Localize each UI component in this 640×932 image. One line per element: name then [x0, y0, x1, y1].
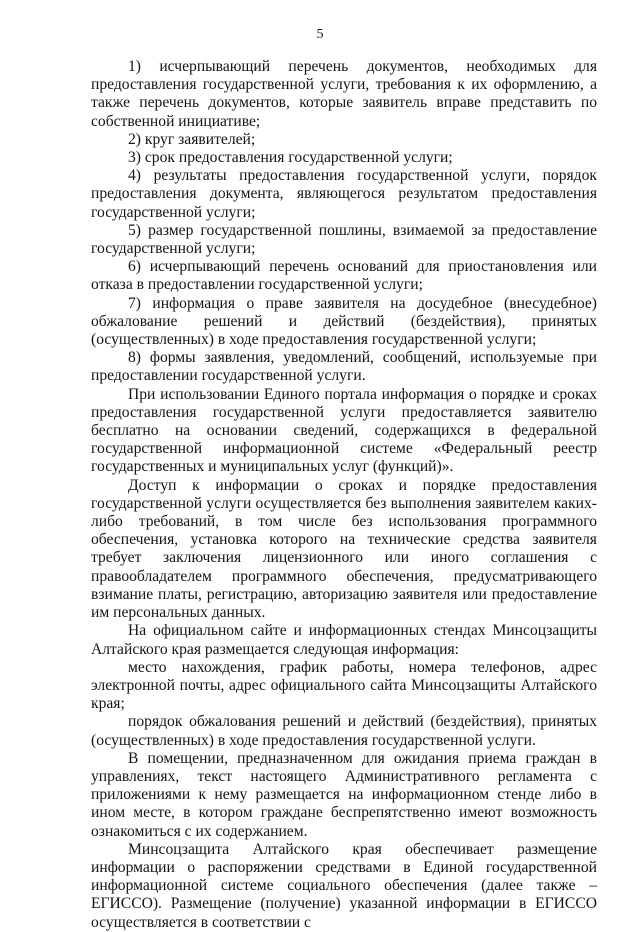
paragraph-5: 5) размер государственной пошлины, взимаемой за предоставление государственной услуги; — [91, 221, 597, 258]
paragraph-11: На официальном сайте и информационных стендах Минсоцзащиты Алтайского края размещается следующая информация: — [91, 622, 597, 658]
paragraph-10: Доступ к информации о сроках и порядке предоставления государственной услуги осуществляется без выполнения заявителем каких-либо требований, в том числе без использования программного обеспечения, установка которого на технические средства заявителя требует заключения лицензионного или иного соглашения с правообладателем программного обеспечения, предусматривающего взимание платы, регистрацию, авторизацию заявителя или предоставление им персональных данных. — [91, 476, 597, 622]
page-number: 5 — [316, 27, 324, 42]
paragraph-6: 6) исчерпывающий перечень оснований для приостановления или отказа в предоставлении государственной услуги; — [91, 258, 597, 294]
paragraph-12: место нахождения, график работы, номера телефонов, адрес электронной почты, адрес официального сайта Минсоцзащиты Алтайского края; — [91, 658, 597, 713]
paragraph-9: При использовании Единого портала информация о порядке и сроках предоставления государственной услуги предоставляется заявителю бесплатно на основании сведений, содержащихся в федеральной государственной информационной системе «Федеральный реестр государственных и муниципальных услуг (функций)». — [91, 385, 597, 476]
paragraph-1: 1) исчерпывающий перечень документов, необходимых для предоставления государственной услуги, требования к их оформлению, а также перечень документов, которые заявитель вправе представить по собственной инициативе; — [91, 58, 597, 130]
paragraph-7: 7) информация о праве заявителя на досудебное (внесудебное) обжалование решений и действий (бездействия), принятых (осуществленных) в ходе предоставления государственной услуги; — [91, 294, 597, 349]
paragraph-13: порядок обжалования решений и действий (бездействия), принятых (осуществленных) в ходе предоставления государственной услуги. — [91, 713, 597, 749]
paragraph-8: 8) формы заявления, уведомлений, сообщений, используемые при предоставлении государственной услуги. — [91, 349, 597, 385]
paragraph-4: 4) результаты предоставления государственной услуги, порядок предоставления документа, являющегося результатом предоставления государственной услуги; — [91, 167, 597, 221]
paragraph-15: Минсоцзащита Алтайского края обеспечивает размещение информации о распоряжении средствами в Единой государственной информационной системе социального обеспечения (далее также – ЕГИССО). Размещение (получение) указанной информации в ЕГИССО осуществляется в соответствии с — [91, 840, 597, 931]
paragraph-2: 2) круг заявителей; — [128, 130, 256, 148]
document-body — [91, 58, 597, 932]
paragraph-14: В помещении, предназначенном для ожидания приема граждан в управлениях, текст настоящего Административного регламента с приложениями к нему размещается на информационном стенде либо в ином месте, в котором граждане беспрепятственно имеют возможность ознакомиться с их содержанием. — [91, 749, 597, 840]
paragraph-3: 3) срок предоставления государственной услуги; — [128, 149, 453, 167]
